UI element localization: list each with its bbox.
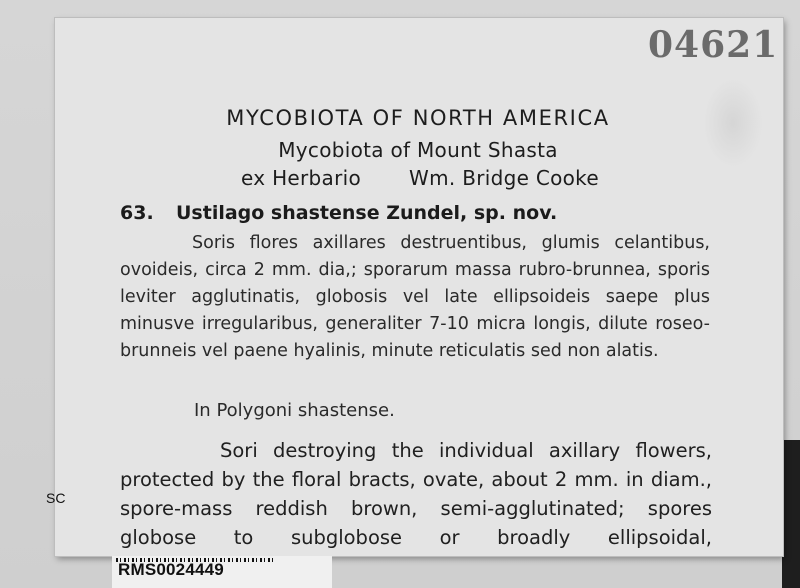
species-name: Ustilago shastense Zundel, sp. nov. <box>176 202 558 224</box>
catalog-tag <box>112 556 332 588</box>
host-line: In Polygoni shastense. <box>194 400 395 421</box>
herbarium-prefix: ex Herbario <box>241 166 362 190</box>
species-entry <box>120 202 557 224</box>
english-description: Sori destroying the individual axillary flowers, protected by the floral bracts, ovate, about 2 mm. in diam., spore-mass reddish brown, semi-agglutinated; spores globose to subglobose or broadly ellipsoidal, <box>120 439 712 549</box>
herbarium-name: Wm. Bridge Cooke <box>409 166 599 190</box>
herbarium-line <box>20 166 800 190</box>
label-subtitle: Mycobiota of Mount Shasta <box>278 138 558 162</box>
side-label-fragment: SC <box>46 490 66 506</box>
catalog-number: RMS0024449 <box>118 560 224 579</box>
stamp-number: 04621 <box>648 24 779 66</box>
entry-number: 63. <box>120 202 154 224</box>
label-title: MYCOBIOTA OF NORTH AMERICA <box>226 106 610 130</box>
latin-description: Soris flores axillares destruentibus, glumis celantibus, ovoideis, circa 2 mm. dia,; sporarum massa rubro-brunnea, sporis leviter agglutinatis, globosis vel late ellipsoideis saepe plus minusve irregularibus, generaliter 7-10 micra longis, dilute roseo-brunneis vel paene hyalinis, minute reticulatis sed non alatis. <box>120 233 710 361</box>
dark-edge-strip <box>782 440 800 588</box>
